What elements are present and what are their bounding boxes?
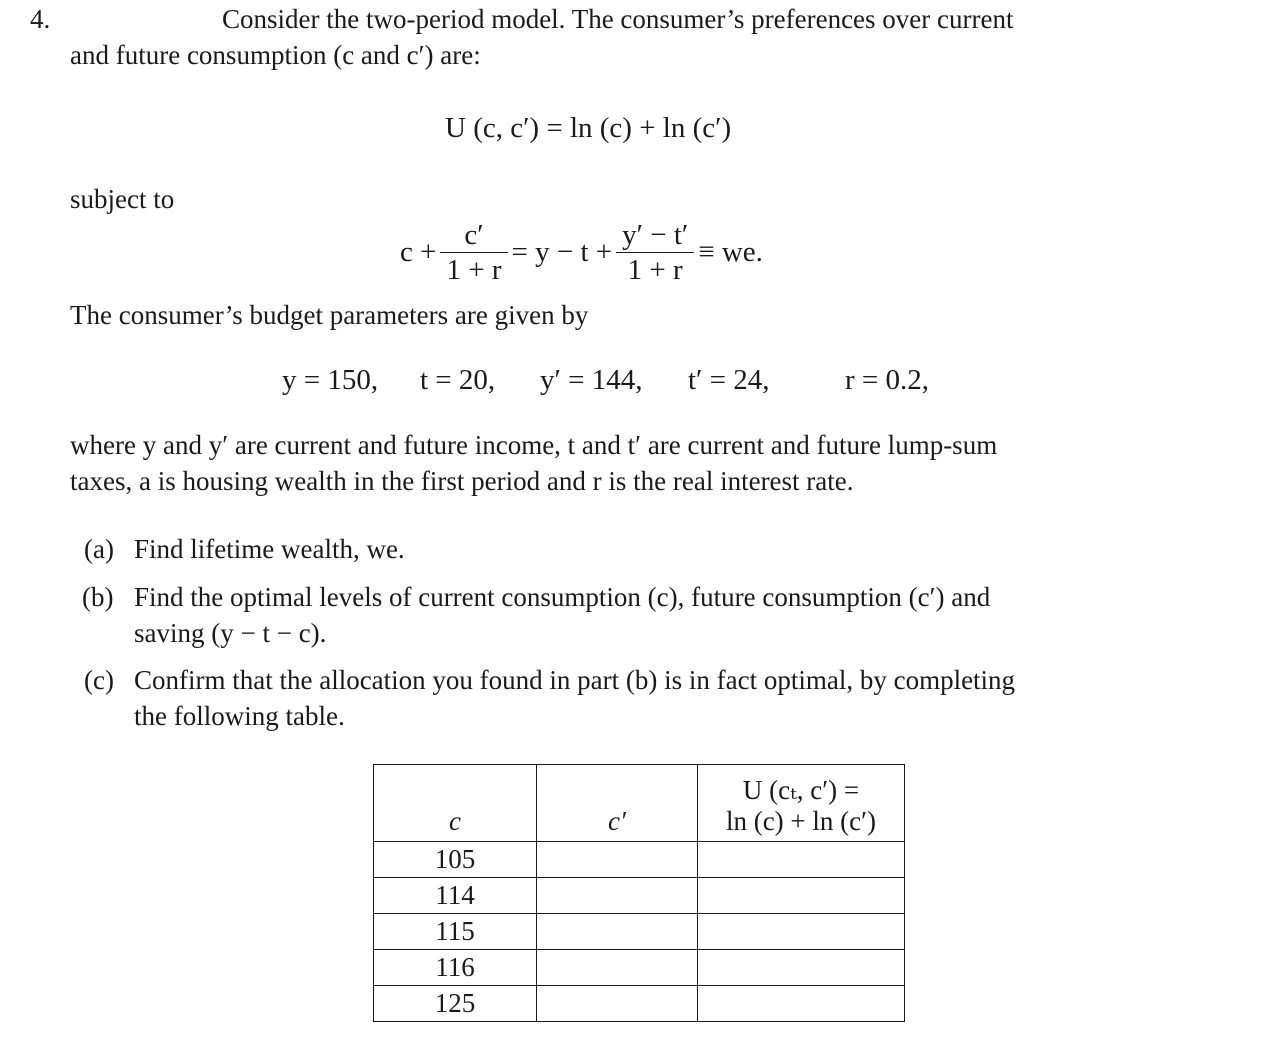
table-row xyxy=(374,914,905,950)
part-b-text-line-1: Find the optimal levels of current consumption (c), future consumption (c′) and xyxy=(134,582,991,612)
part-c-label: (c) xyxy=(84,665,114,695)
fraction-1-denominator: 1 + r xyxy=(446,254,502,286)
cell-utility[interactable] xyxy=(698,986,905,1022)
problem-number: 4. xyxy=(30,4,51,34)
answer-table xyxy=(373,764,905,1022)
constraint-rhs: ≡ we. xyxy=(698,236,763,268)
cell-utility[interactable] xyxy=(698,878,905,914)
cell-utility[interactable] xyxy=(698,842,905,878)
part-b-label: (b) xyxy=(82,582,114,612)
header-utility xyxy=(698,765,905,842)
part-c-text-line-2: the following table. xyxy=(134,701,345,731)
intro-line-1: Consider the two-period model. The consumer’s preferences over current xyxy=(222,4,1014,34)
cell-c: 116 xyxy=(374,950,537,986)
utility-equation: U (c, c′) = ln (c) + ln (c′) xyxy=(445,112,732,144)
cell-utility[interactable] xyxy=(698,950,905,986)
param-t-prime: t′ = 24, xyxy=(688,364,770,396)
constraint-middle: = y − t + xyxy=(511,236,613,268)
part-a-text: Find lifetime wealth, we. xyxy=(134,534,405,564)
budget-intro: The consumer’s budget parameters are given by xyxy=(70,300,589,330)
param-r: r = 0.2, xyxy=(845,364,930,396)
cell-c: 115 xyxy=(374,914,537,950)
cell-c-prime[interactable] xyxy=(537,878,698,914)
part-b-text-line-2: saving (y − t − c). xyxy=(134,618,327,648)
header-utility-line-1: U (cₜ, c′) = xyxy=(742,775,860,805)
constraint-fraction-2 xyxy=(616,218,694,287)
cell-c-prime[interactable] xyxy=(537,914,698,950)
cell-c-prime[interactable] xyxy=(537,986,698,1022)
cell-c-prime[interactable] xyxy=(537,842,698,878)
table-row xyxy=(374,842,905,878)
cell-utility[interactable] xyxy=(698,914,905,950)
cell-c: 125 xyxy=(374,986,537,1022)
definitions-line-2: taxes, a is housing wealth in the first period and r is the real interest rate. xyxy=(70,466,854,496)
fraction-1-numerator: c′ xyxy=(440,218,507,253)
cell-c: 105 xyxy=(374,842,537,878)
part-a-label: (a) xyxy=(84,534,114,564)
table-row xyxy=(374,878,905,914)
param-t: t = 20, xyxy=(420,364,496,396)
fraction-2-denominator: 1 + r xyxy=(627,254,683,286)
header-c-prime: c′ xyxy=(537,765,698,842)
param-y: y = 150, xyxy=(282,364,379,396)
part-c-text-line-1: Confirm that the allocation you found in part (b) is in fact optimal, by completing xyxy=(134,665,1016,695)
param-y-prime: y′ = 144, xyxy=(540,364,643,396)
intro-line-2: and future consumption (c and c′) are: xyxy=(70,40,481,70)
cell-c-prime[interactable] xyxy=(537,950,698,986)
header-utility-line-2: ln (c) + ln (c′) xyxy=(725,806,877,836)
fraction-2-numerator: y′ − t′ xyxy=(616,218,694,253)
header-c: c xyxy=(374,765,537,842)
constraint-fraction-1 xyxy=(440,218,507,287)
constraint-lhs: c + xyxy=(400,236,437,268)
table-row xyxy=(374,986,905,1022)
definitions-line-1: where y and y′ are current and future income, t and t′ are current and future lump-sum xyxy=(70,430,998,460)
table-row xyxy=(374,950,905,986)
budget-constraint xyxy=(400,218,763,287)
subject-to-label: subject to xyxy=(70,184,175,214)
table-header-row xyxy=(374,765,905,842)
cell-c: 114 xyxy=(374,878,537,914)
